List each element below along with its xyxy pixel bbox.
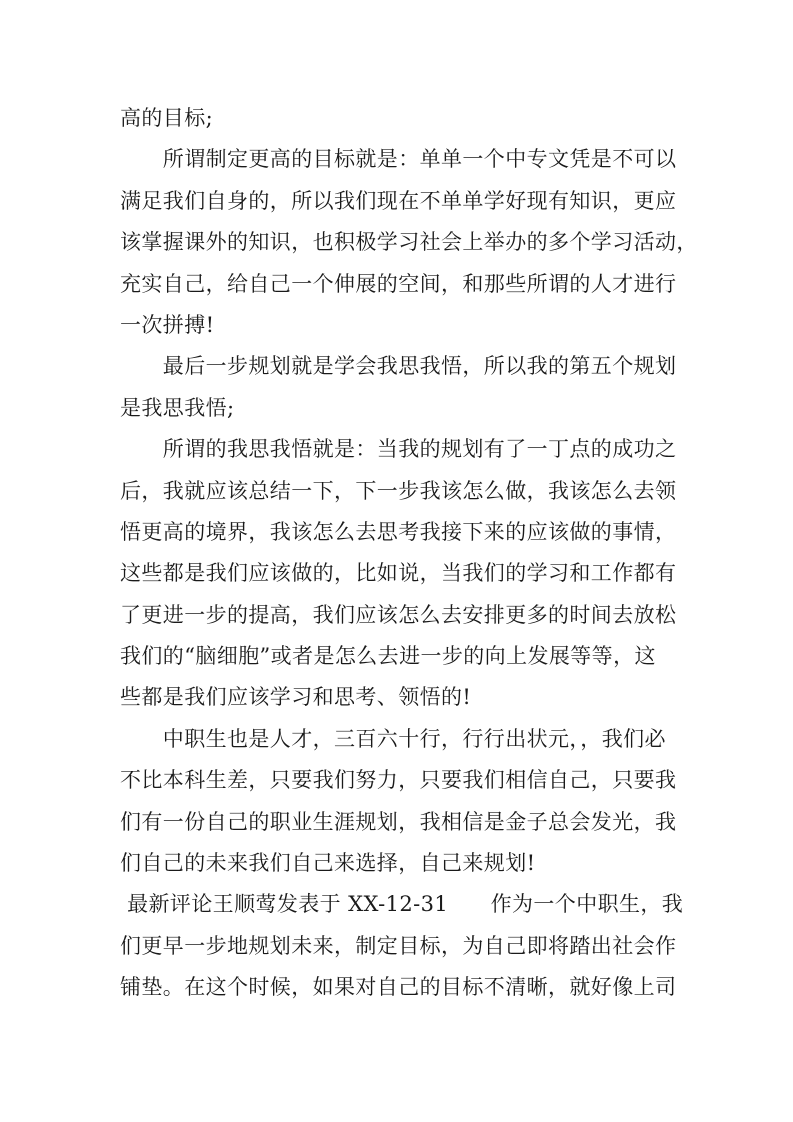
text-line: 所谓制定更高的目标就是：单单一个中专文凭是不可以 [120,147,677,172]
text-line: 满足我们自身的，所以我们现在不单单学好现有知识，更应 [120,188,677,213]
text-line: 不比本科生差，只要我们努力，只要我们相信自己，只要我 [120,768,677,793]
text-line: 是我思我悟; [120,395,235,420]
text-line: 该掌握课外的知识，也积极学习社会上举办的多个学习活动， [120,230,698,255]
text-line: 一次拼搏! [120,312,215,337]
text-line: 充实自己，给自己一个伸展的空间，和那些所谓的人才进行 [120,271,677,296]
text-line: 们有一份自己的职业生涯规划，我相信是金子总会发光，我 [120,809,677,834]
text-line: 悟更高的境界，我该怎么去思考我接下来的应该做的事情， [120,519,677,544]
text-line: 了更进一步的提高，我们应该怎么去安排更多的时间去放松 [120,602,677,627]
text-line: 这些都是我们应该做的，比如说，当我们的学习和工作都有 [120,561,677,586]
text-line: 所谓的我思我悟就是：当我的规划有了一丁点的成功之 [120,437,677,462]
text-line: 高的目标; [120,106,214,130]
text-line: 中职生也是人才，三百六十行，行行出状元，，我们必 [120,726,666,751]
text-line: 们自己的未来我们自己来选择，自己来规划! [120,851,536,876]
text-line: 些都是我们应该学习和思考、领悟的! [120,685,472,710]
text-line: 铺垫。在这个时候，如果对自己的目标不清晰，就好像上司 [120,975,677,1000]
text-line: 后，我就应该总结一下，下一步我该怎么做，我该怎么去领 [120,478,677,503]
text-line: 们更早一步地规划未来，制定目标，为自己即将踏出社会作 [120,933,677,958]
text-line: 最后一步规划就是学会我思我悟，所以我的第五个规划 [120,354,677,379]
text-line: 我们的“脑细胞”或者是怎么去进一步的向上发展等等，这 [120,644,656,669]
comment-line: 最新评论王顺莺发表于 XX-12-31 作为一个中职生，我 [120,892,684,917]
document-body [120,98,698,1009]
